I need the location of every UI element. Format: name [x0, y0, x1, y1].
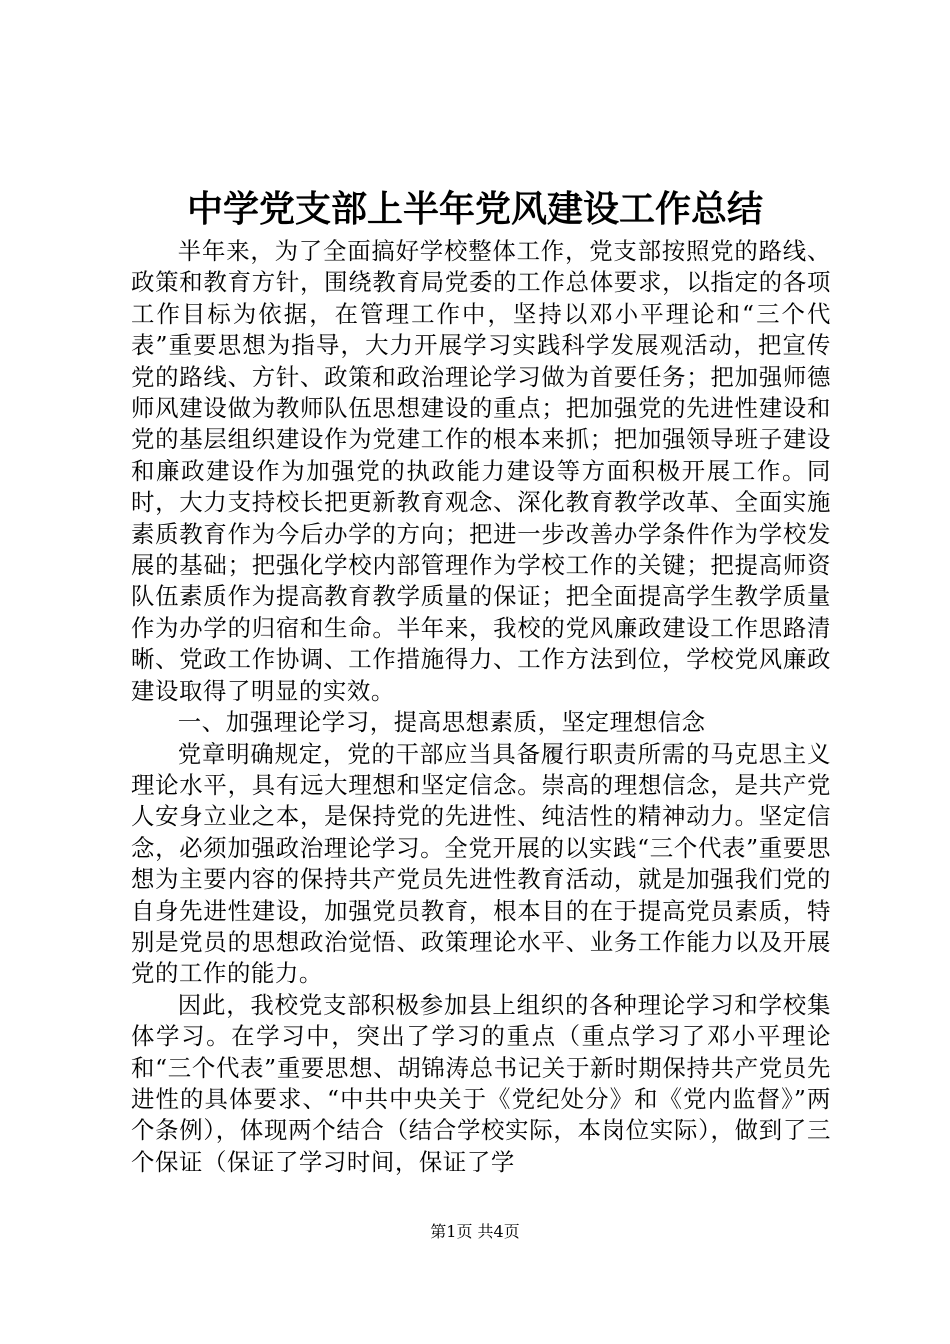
page-number-footer: 第1页 共4页 — [430, 1222, 520, 1241]
section-heading-1: 一、加强理论学习，提高思想素质，坚定理想信念 — [177, 708, 706, 737]
paragraph-study: 因此，我校党支部积极参加县上组织的各种理论学习和学校集体学习。在学习中，突出了学习的重点（重点学习了邓小平理论和“三个代表”重要思想、胡锦涛总书记关于新时期保持共产党员先进性的具体要求、“中共中央关于《党纪处分》和《党内监督》”两个条例），体现两个结合（结合学校实际，本岗位实际），做到了三个保证（保证了学习时间，保证了学 — [131, 990, 831, 1176]
paragraph-party-constitution: 党章明确规定，党的干部应当具备履行职责所需的马克思主义理论水平，具有远大理想和坚定信念。崇高的理想信念，是共产党人安身立业之本，是保持党的先进性、纯洁性的精神动力。坚定信念，必须加强政治理论学习。全党开展的以实践“三个代表”重要思想为主要内容的保持共产党员先进性教育活动，就是加强我们党的自身先进性建设，加强党员教育，根本目的在于提高党员素质，特别是党员的思想政治觉悟、政策理论水平、业务工作能力以及开展党的工作的能力。 — [131, 739, 831, 988]
paragraph-intro: 半年来，为了全面搞好学校整体工作，党支部按照党的路线、政策和教育方针，围绕教育局党委的工作总体要求，以指定的各项工作目标为依据，在管理工作中，坚持以邓小平理论和“三个代表”重要思想为指导，大力开展学习实践科学发展观活动，把宣传党的路线、方针、政策和政治理论学习做为首要任务；把加强师德师风建设做为教师队伍思想建设的重点；把加强党的先进性建设和党的基层组织建设作为党建工作的根本来抓；把加强领导班子建设和廉政建设作为加强党的执政能力建设等方面积极开展工作。同时，大力支持校长把更新教育观念、深化教育教学改革、全面实施素质教育作为今后办学的方向；把进一步改善办学条件作为学校发展的基础；把强化学校内部管理作为学校工作的关键；把提高师资队伍素质作为提高教育教学质量的保证；把全面提高学生教学质量作为办学的归宿和生命。半年来，我校的党风廉政建设工作思路清晰、党政工作协调、工作措施得力、工作方法到位，学校党风廉政建设取得了明显的实效。 — [131, 237, 831, 705]
document-body — [131, 236, 831, 1178]
document-title: 中学党支部上半年党风建设工作总结 — [186, 188, 763, 230]
